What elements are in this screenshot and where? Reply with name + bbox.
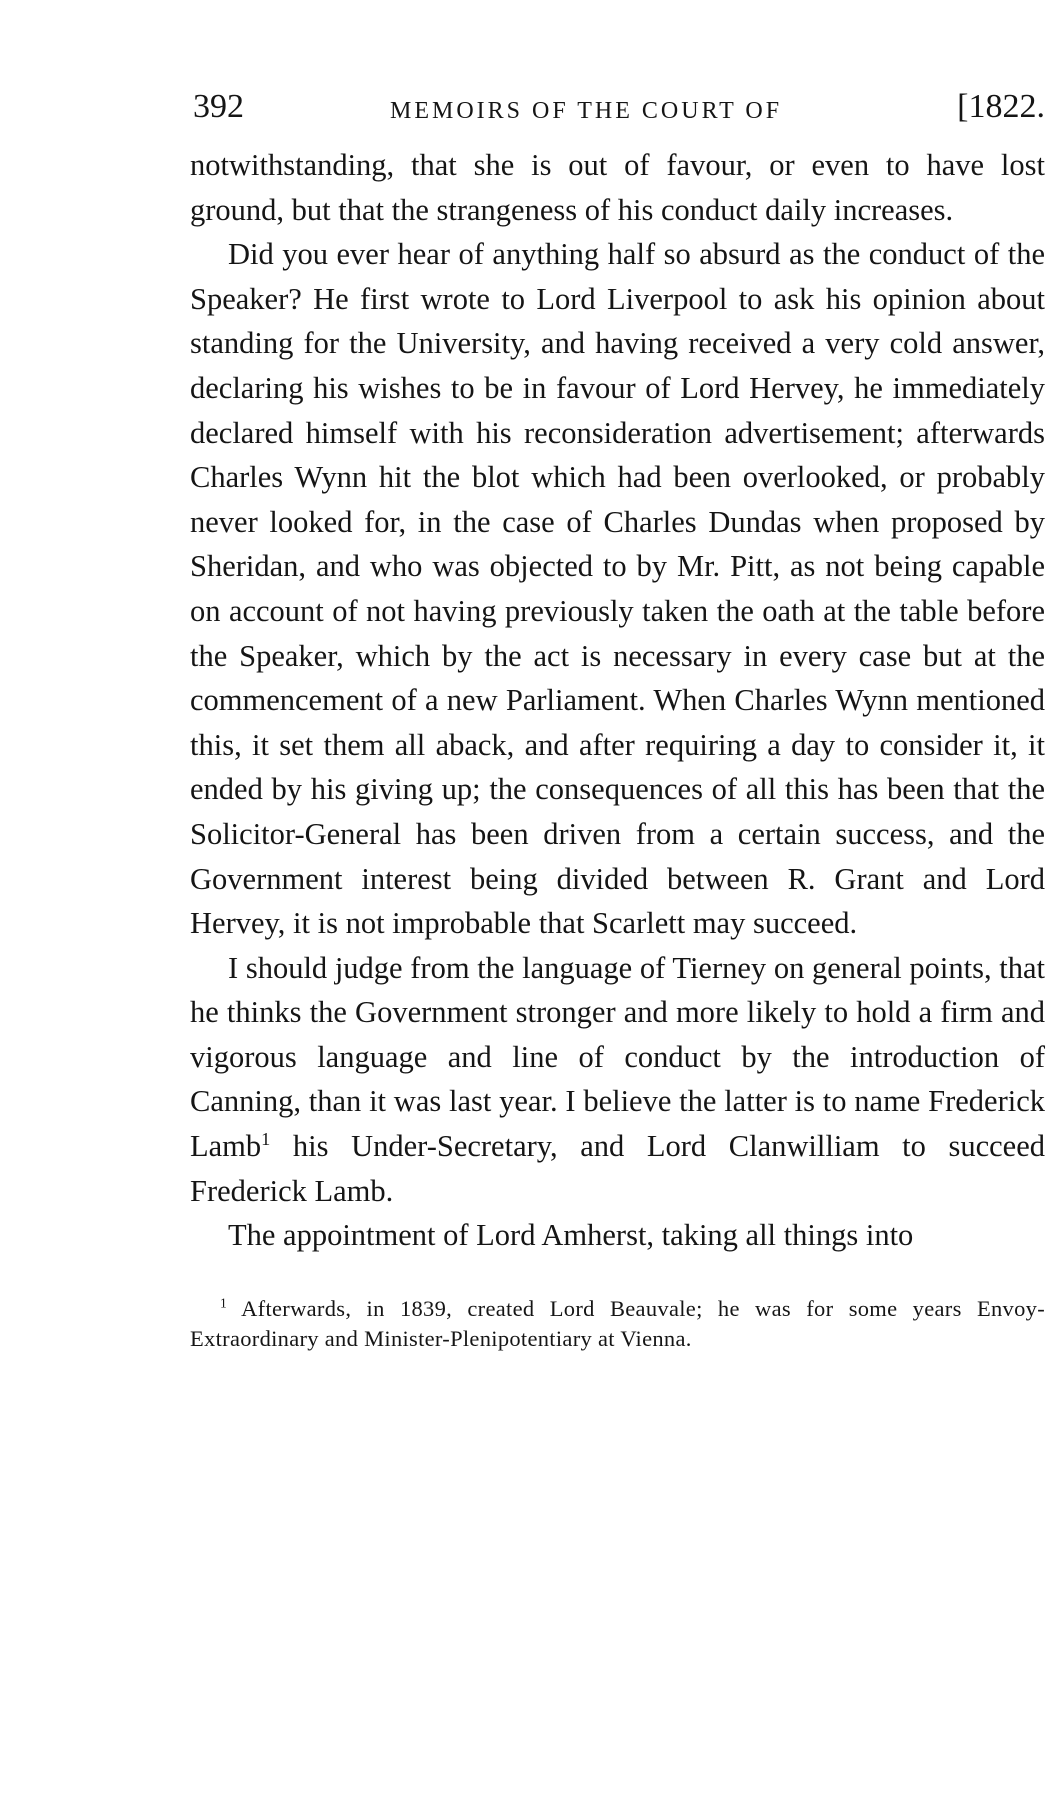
footnotes [190, 1294, 1045, 1354]
footnote-text: Afterwards, in 1839, created Lord Beauvale; he was for some years Envoy-Extraordinary and Minister-Plenipotentiary at Vienna. [190, 1295, 1045, 1351]
page-number: 392 [193, 88, 244, 125]
footnote-reference: 1 [261, 1128, 271, 1149]
paragraph-2: Did you ever hear of anything half so absurd as the conduct of the Speaker? He first wrote to Lord Liverpool to ask his opinion about standing for the University, and having received a very cold answer, declaring his wishes to be in favour of Lord Hervey, he immediately declared himself with his reconsideration advertisement; afterwards Charles Wynn hit the blot which had been overlooked, or probably never looked for, in the case of Charles Dundas when proposed by Sheridan, and who was objected to by Mr. Pitt, as not being capable on account of not having previously taken the oath at the table before the Speaker, which by the act is necessary in every case but at the commencement of a new Parliament. When Charles Wynn mentioned this, it set them all aback, and after requiring a day to consider it, it ended by his giving up; the consequences of all this has been that the Solicitor-General has been driven from a certain success, and the Government interest being divided between R. Grant and Lord Hervey, it is not improbable that Scarlett may succeed. [190, 237, 1045, 941]
book-page [190, 85, 1045, 1354]
body-text [190, 143, 1045, 1258]
paragraph-3 [190, 946, 1045, 1214]
paragraph-3-continuation: his Under-Secretary, and Lord Clanwilliam to succeed Frederick Lamb. [190, 1129, 1046, 1208]
paragraph-4: The appointment of Lord Amherst, taking all things into [228, 1218, 914, 1253]
footnote-1 [190, 1294, 1045, 1354]
header-year: [1822. [957, 88, 1045, 125]
running-title: MEMOIRS OF THE COURT OF [390, 98, 783, 124]
running-header [190, 85, 1045, 141]
footnote-marker: 1 [220, 1295, 228, 1311]
paragraph-3-text: I should judge from the language of Tierney on general points, that he thinks the Government stronger and more likely to hold a firm and vigorous language and line of conduct by the introduction of Canning, than it was last year. I believe the latter is to name Frederick Lamb [190, 950, 1045, 1164]
paragraph-1: notwithstanding, that she is out of favour, or even to have lost ground, but that the strangeness of his conduct daily increases. [190, 148, 1045, 227]
